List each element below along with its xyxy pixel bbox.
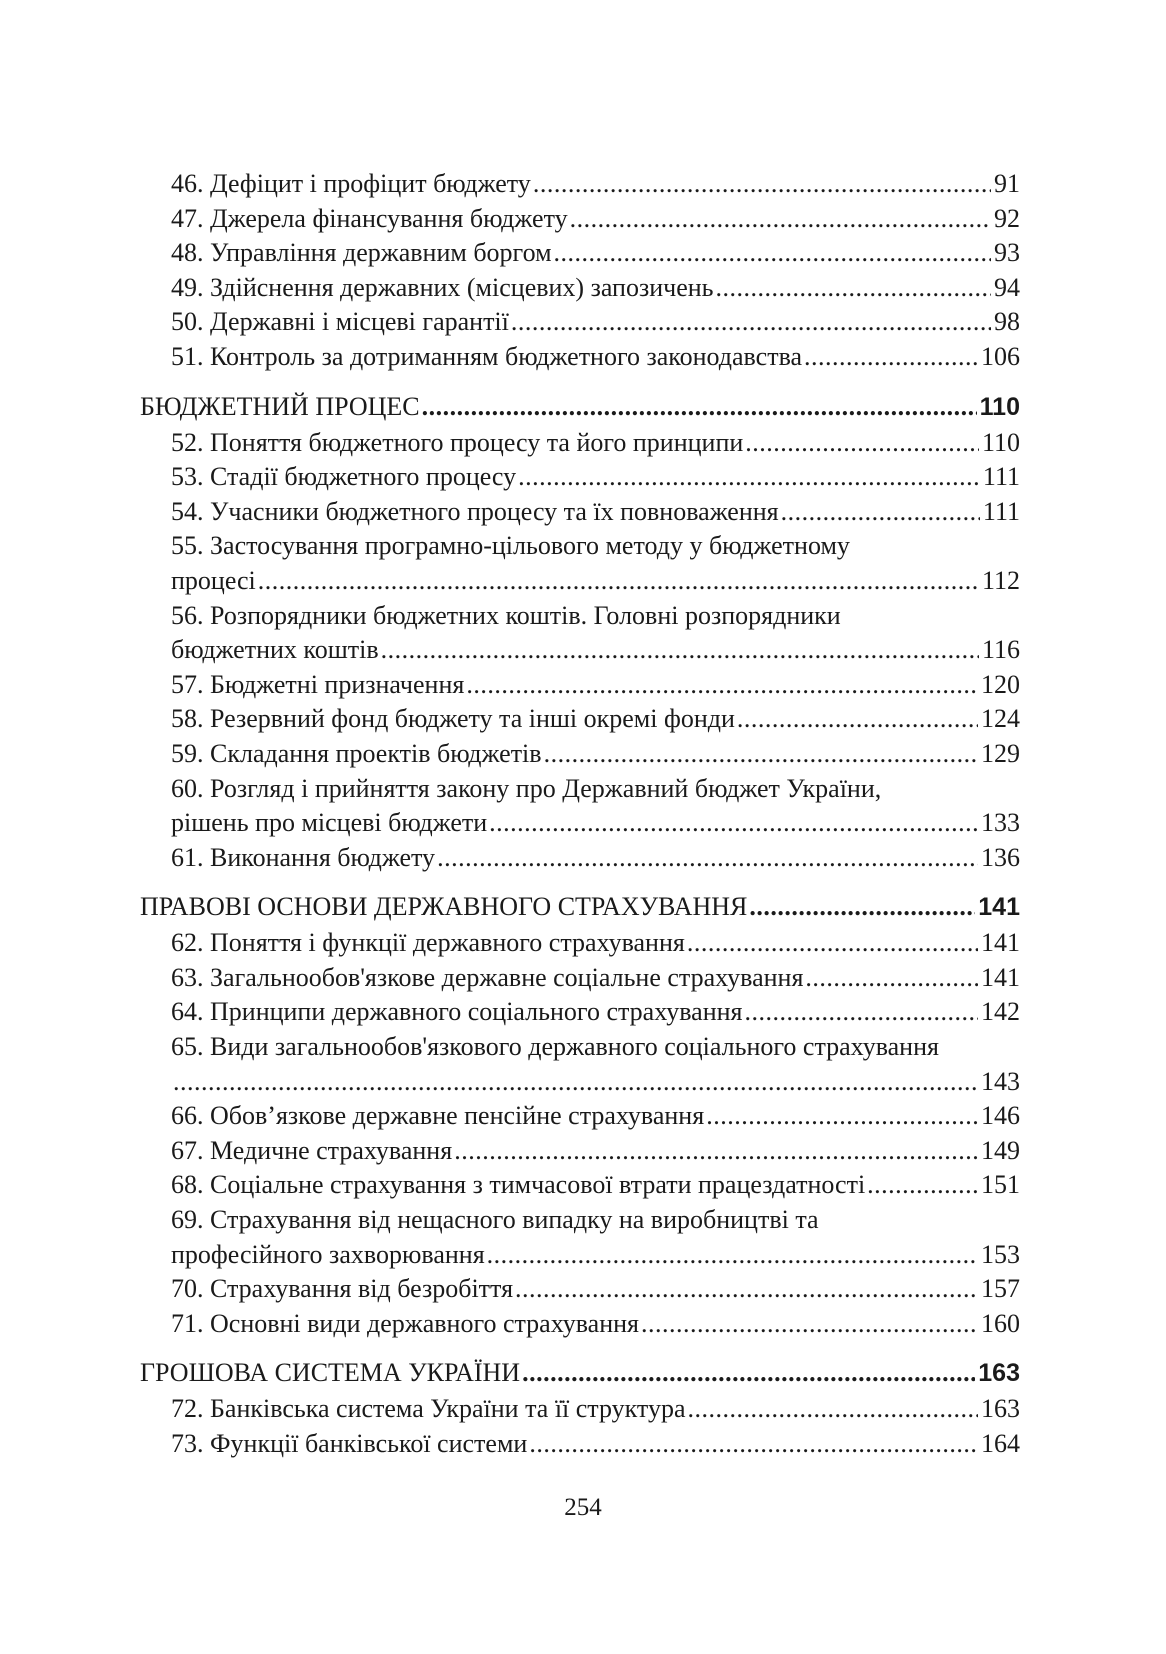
toc-line: [171, 1134, 1020, 1169]
toc-line: [171, 460, 1020, 495]
dot-leader: [706, 1099, 978, 1134]
toc-entry: [140, 772, 1020, 841]
toc-line: [171, 340, 1020, 375]
entry-page-number: 120: [981, 669, 1020, 699]
section-title: ПРАВОВІ ОСНОВИ ДЕРЖАВНОГО СТРАХУВАННЯ: [140, 892, 748, 922]
toc-line: [171, 1392, 1020, 1427]
entry-page-number: 164: [981, 1429, 1020, 1458]
section-title: БЮДЖЕТНИЙ ПРОЦЕС: [140, 391, 420, 421]
dot-leader: [688, 1392, 979, 1427]
entry-title: 49. Здійснення державних (місцевих) запозичень: [171, 272, 714, 302]
toc-line: [171, 1030, 1020, 1065]
dot-leader: [258, 564, 979, 599]
entry-title: 69. Страхування від нещасного випадку на виробництві та: [171, 1205, 819, 1235]
toc-line: [171, 1099, 1020, 1134]
entry-title: 70. Страхування від безробіття: [171, 1274, 514, 1304]
dot-leader: [716, 271, 991, 306]
toc-entry: [140, 1392, 1020, 1427]
entry-title: 73. Функції банківської системи: [171, 1429, 528, 1458]
entry-title: 62. Поняття і функції державного страхування: [171, 928, 685, 958]
toc-entry: [140, 737, 1020, 772]
entry-page-number: 129: [981, 738, 1020, 768]
dot-leader: [544, 737, 978, 772]
entry-title: 63. Загальнообов'язкове державне соціальне страхування: [171, 962, 804, 992]
toc-entry: [140, 1203, 1020, 1272]
dot-leader: [422, 390, 977, 424]
toc-entry: [140, 841, 1020, 876]
entry-title: 72. Банківська система України та її структура: [171, 1394, 686, 1424]
dot-leader: [489, 806, 978, 841]
dot-leader: [745, 426, 979, 461]
entry-title: 47. Джерела фінансування бюджету: [171, 203, 568, 233]
entry-page-number: 94: [994, 272, 1020, 302]
entry-page-number: 149: [981, 1135, 1020, 1165]
toc-line: [171, 702, 1020, 737]
toc-line: [171, 202, 1020, 237]
entry-page-number: 98: [994, 307, 1020, 337]
toc-line: [140, 390, 1020, 424]
dot-leader: [867, 1168, 978, 1203]
toc-line: [171, 599, 1020, 634]
toc-line: [171, 529, 1020, 564]
dot-leader: [529, 1427, 978, 1462]
entry-title: 48. Управління державним боргом: [171, 238, 552, 268]
entry-title: 53. Стадії бюджетного процесу: [171, 462, 517, 492]
toc-line: [171, 1307, 1020, 1342]
dot-leader: [570, 202, 991, 237]
section-title: ГРОШОВА СИСТЕМА УКРАЇНИ: [140, 1358, 521, 1388]
entry-page-number: 157: [981, 1274, 1020, 1304]
toc-line: [171, 737, 1020, 772]
dot-leader: [522, 1356, 975, 1390]
dot-leader: [533, 167, 991, 202]
entry-title: 57. Бюджетні призначення: [171, 669, 465, 699]
entry-title: 65. Види загальнообов'язкового державного соціального страхування: [171, 1032, 939, 1062]
toc-entry: [140, 995, 1020, 1030]
toc-line: [171, 1238, 1020, 1273]
toc-line: [171, 236, 1020, 271]
toc-line: [140, 890, 1020, 924]
toc-line: [171, 668, 1020, 703]
entry-title: 64. Принципи державного соціального страхування: [171, 997, 743, 1027]
dot-leader: [641, 1307, 978, 1342]
entry-title: 68. Соціальне страхування з тимчасової втрати працездатності: [171, 1170, 866, 1200]
dot-leader: [487, 1238, 978, 1273]
entry-title: 61. Виконання бюджету: [171, 842, 436, 872]
entry-page-number: 116: [981, 635, 1020, 665]
dot-leader: [744, 995, 978, 1030]
dot-leader: [518, 460, 980, 495]
toc-entry: [140, 167, 1020, 202]
toc-line: [171, 426, 1020, 461]
entry-page-number: 133: [981, 808, 1020, 838]
toc-entry: [140, 1099, 1020, 1134]
toc-entry: [140, 961, 1020, 996]
entry-page-number: 91: [994, 169, 1020, 198]
entry-title: 60. Розгляд і прийняття закону про Державний бюджет України,: [171, 773, 882, 803]
dot-leader: [781, 495, 980, 530]
table-of-contents: [140, 167, 1020, 1462]
dot-leader: [437, 841, 978, 876]
entry-page-number: 163: [981, 1394, 1020, 1424]
entry-title: 59. Складання проектів бюджетів: [171, 738, 542, 768]
toc-line: [171, 305, 1020, 340]
entry-title: 71. Основні види державного страхування: [171, 1308, 639, 1338]
toc-section-heading: [140, 390, 1020, 424]
entry-page-number: 110: [979, 392, 1020, 421]
entry-title: професійного захворювання: [171, 1239, 485, 1269]
toc-entry: [140, 1307, 1020, 1342]
entry-page-number: 92: [994, 203, 1020, 233]
entry-title: 58. Резервний фонд бюджету та інші окремі фонди: [171, 704, 735, 734]
entry-title: 66. Обов’язкове державне пенсійне страхування: [171, 1101, 705, 1131]
toc-entry: [140, 495, 1020, 530]
entry-page-number: 93: [994, 238, 1020, 268]
entry-page-number: 141: [981, 962, 1020, 992]
entry-title: 52. Поняття бюджетного процесу та його принципи: [171, 427, 744, 457]
toc-entry: [140, 340, 1020, 375]
toc-entry: [140, 271, 1020, 306]
toc-line: [171, 1065, 1020, 1100]
entry-page-number: 111: [982, 462, 1020, 492]
toc-line: [171, 1168, 1020, 1203]
toc-line: [171, 167, 1020, 202]
toc-entry: [140, 1272, 1020, 1307]
toc-line: [171, 564, 1020, 599]
entry-page-number: 106: [981, 341, 1020, 371]
entry-page-number: 111: [982, 496, 1020, 526]
entry-page-number: 124: [981, 704, 1020, 734]
toc-line: [171, 995, 1020, 1030]
toc-line: [140, 1356, 1020, 1390]
toc-line: [171, 806, 1020, 841]
entry-title: 46. Дефіцит і профіцит бюджету: [171, 169, 531, 198]
entry-page-number: 110: [981, 427, 1020, 457]
toc-entry: [140, 1427, 1020, 1462]
entry-page-number: 151: [981, 1170, 1020, 1200]
toc-entry: [140, 202, 1020, 237]
entry-page-number: 153: [981, 1239, 1020, 1269]
toc-line: [171, 841, 1020, 876]
toc-section-heading: [140, 1356, 1020, 1390]
dot-leader: [805, 961, 978, 996]
toc-entry: [140, 1134, 1020, 1169]
toc-entry: [140, 1168, 1020, 1203]
toc-line: [171, 1427, 1020, 1462]
dot-leader: [749, 890, 975, 924]
entry-page-number: 112: [981, 565, 1020, 595]
toc-line: [171, 772, 1020, 807]
toc-section-heading: [140, 890, 1020, 924]
toc-entry: [140, 529, 1020, 598]
toc-line: [171, 926, 1020, 961]
entry-title: рішень про місцеві бюджети: [171, 808, 488, 838]
entry-title: 51. Контроль за дотриманням бюджетного законодавства: [171, 341, 803, 371]
entry-page-number: 142: [981, 997, 1020, 1027]
entry-page-number: 141: [981, 928, 1020, 958]
dot-leader: [173, 1065, 978, 1100]
dot-leader: [381, 633, 979, 668]
toc-line: [171, 495, 1020, 530]
entry-title: бюджетних коштів: [171, 635, 379, 665]
entry-page-number: 143: [981, 1066, 1020, 1096]
dot-leader: [554, 236, 991, 271]
toc-line: [171, 961, 1020, 996]
entry-page-number: 141: [978, 893, 1020, 922]
dot-leader: [454, 1134, 978, 1169]
toc-entry: [140, 668, 1020, 703]
entry-title: 50. Державні і місцеві гарантії: [171, 307, 509, 337]
toc-entry: [140, 926, 1020, 961]
toc-entry: [140, 1030, 1020, 1099]
toc-line: [171, 633, 1020, 668]
toc-entry: [140, 426, 1020, 461]
toc-line: [171, 1203, 1020, 1238]
toc-entry: [140, 236, 1020, 271]
dot-leader: [804, 340, 978, 375]
entry-page-number: 136: [981, 842, 1020, 872]
toc-entry: [140, 305, 1020, 340]
dot-leader: [687, 926, 978, 961]
entry-title: 67. Медичне страхування: [171, 1135, 453, 1165]
toc-entry: [140, 702, 1020, 737]
dot-leader: [737, 702, 978, 737]
dot-leader: [466, 668, 978, 703]
toc-line: [171, 271, 1020, 306]
entry-page-number: 146: [981, 1101, 1020, 1131]
entry-page-number: 163: [978, 1359, 1020, 1388]
page-number: 254: [564, 1494, 602, 1521]
entry-title: 55. Застосування програмно-цільового методу у бюджетному: [171, 531, 850, 561]
dot-leader: [511, 305, 991, 340]
toc-entry: [140, 599, 1020, 668]
entry-title: процесі: [171, 565, 256, 595]
entry-title: 56. Розпорядники бюджетних коштів. Головні розпорядники: [171, 600, 841, 630]
dot-leader: [515, 1272, 978, 1307]
toc-line: [171, 1272, 1020, 1307]
toc-entry: [140, 460, 1020, 495]
entry-title: 54. Учасники бюджетного процесу та їх повноваження: [171, 496, 779, 526]
entry-page-number: 160: [981, 1308, 1020, 1338]
